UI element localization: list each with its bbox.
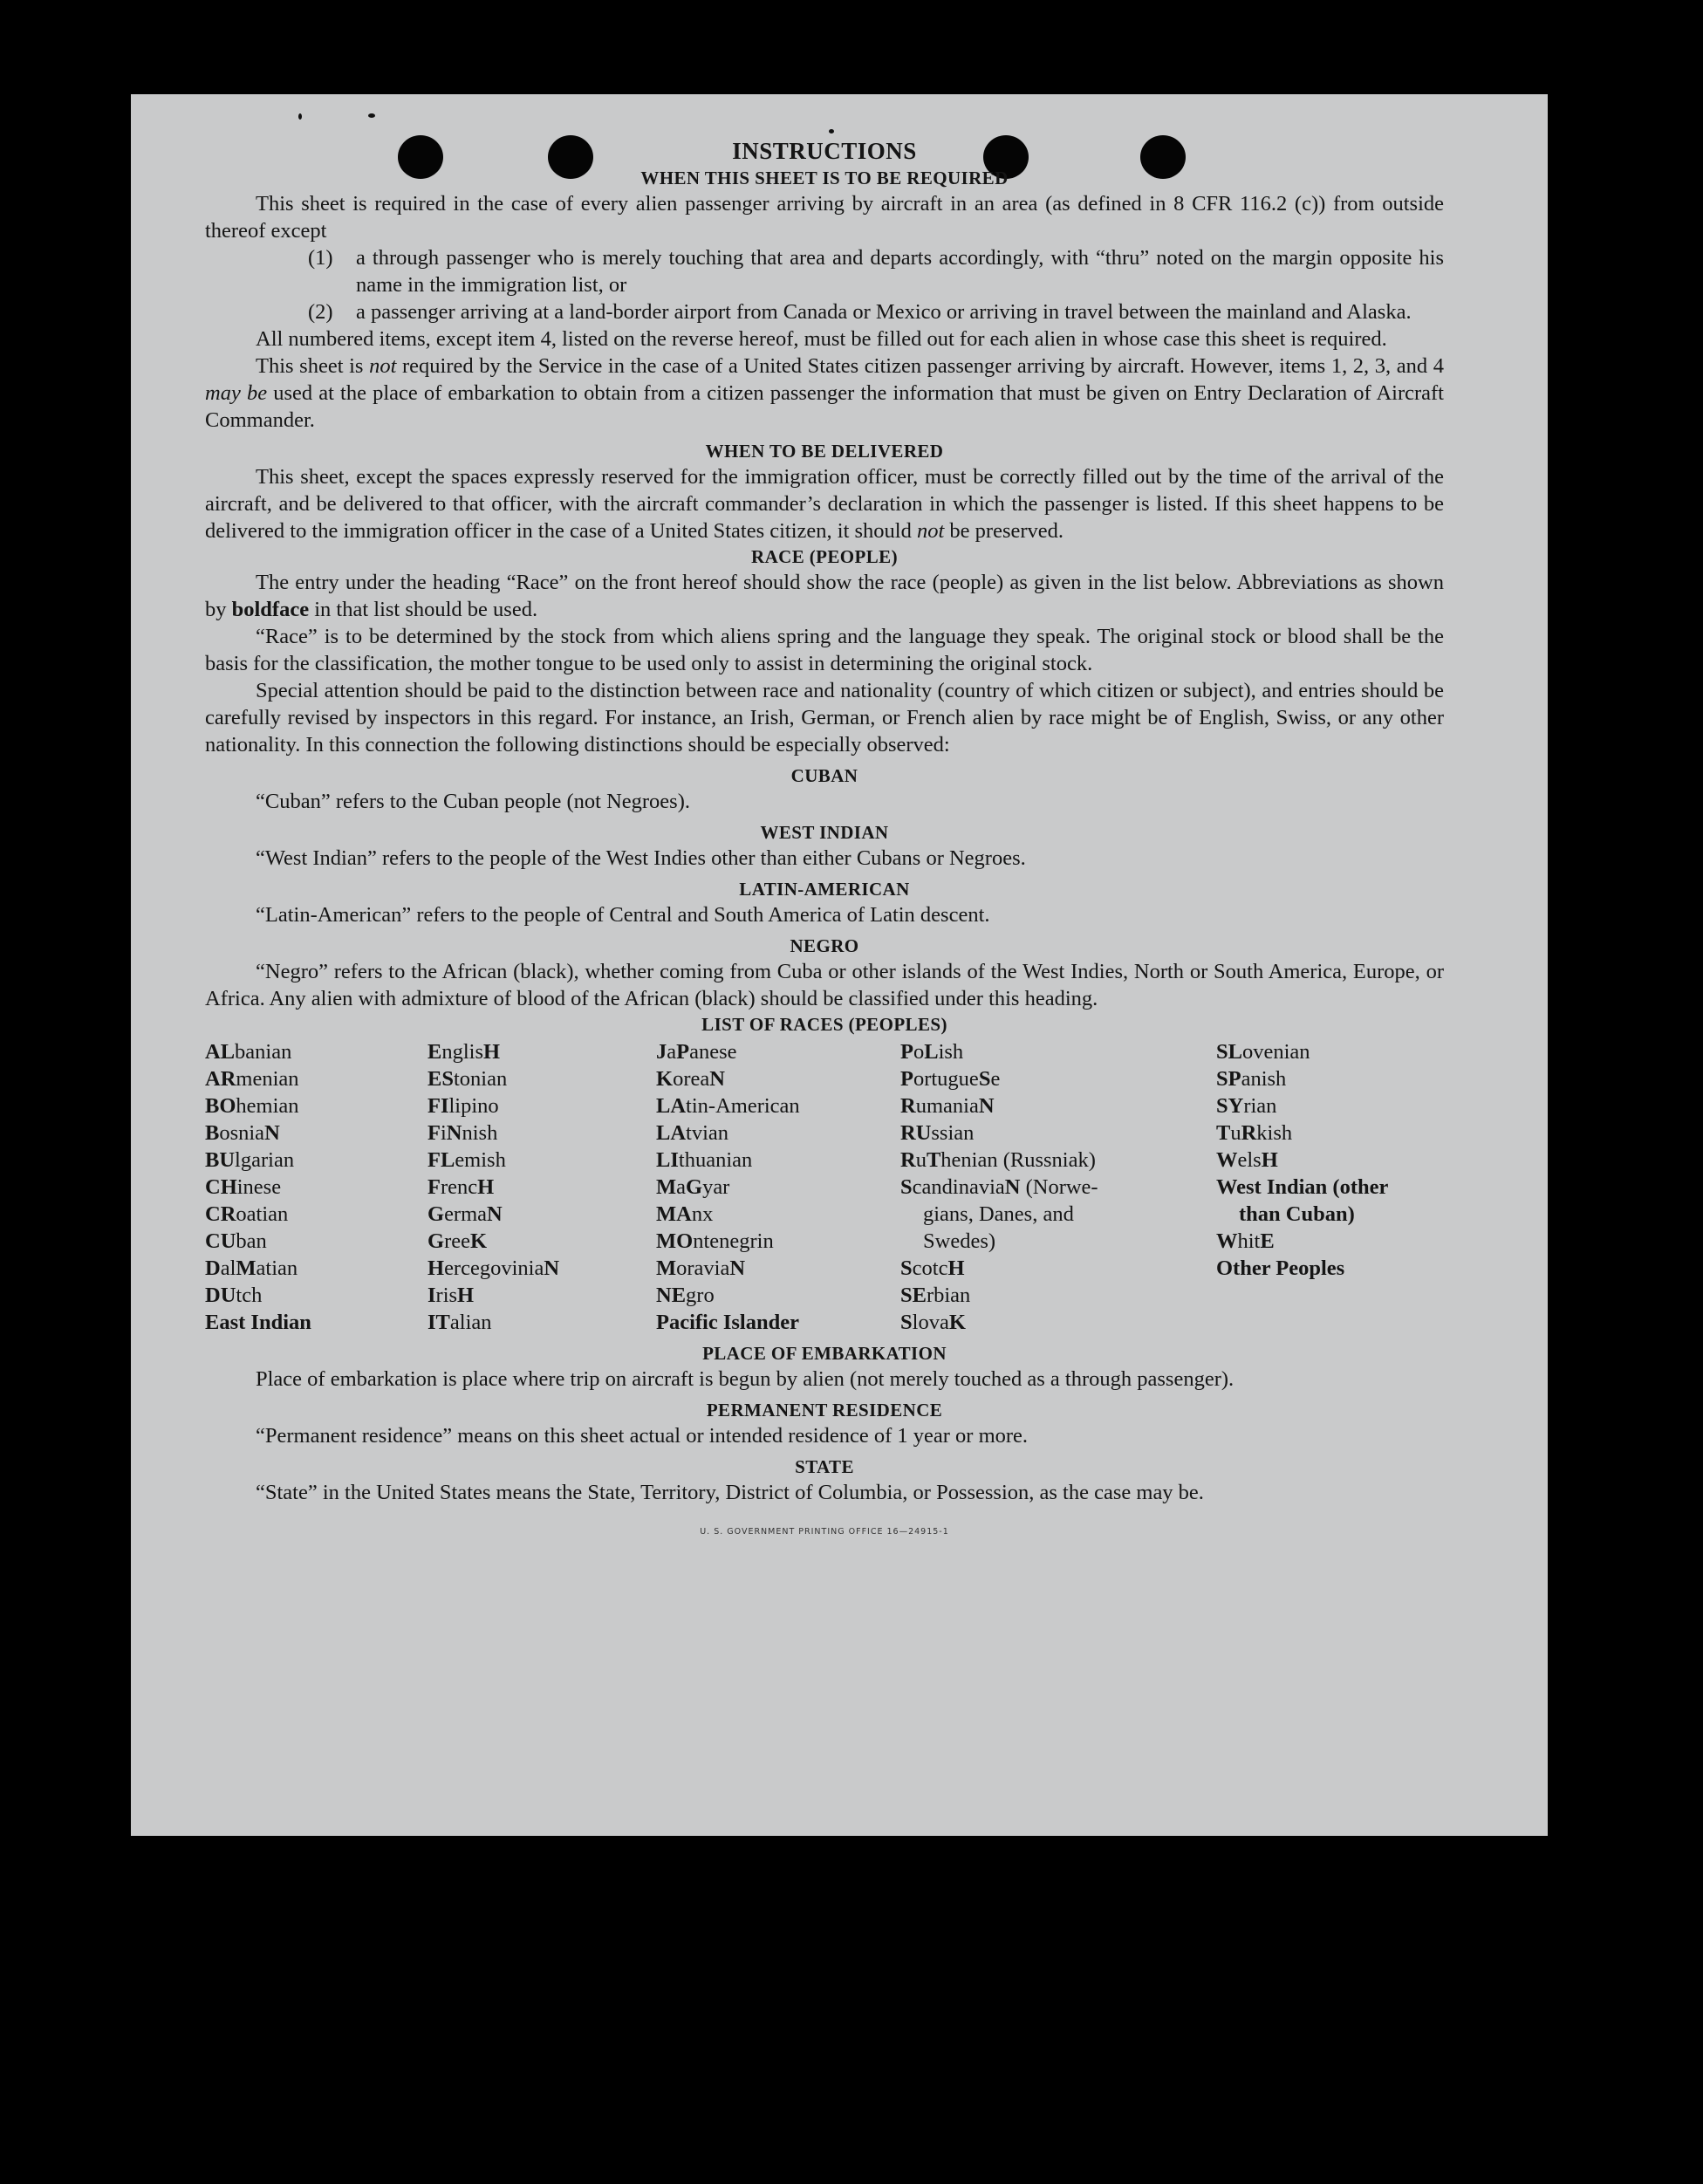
printing-office-footer: U. S. GOVERNMENT PRINTING OFFICE 16—24915-1 — [700, 1527, 949, 1537]
race-entry: NEgro — [656, 1284, 715, 1307]
race-column — [900, 1038, 1216, 1336]
paragraph: This sheet, except the spaces expressly reserved for the immigration officer, must be correctly filled out by the time of the arrival of the aircraft, and be delivered to that officer, with the aircraft commander’s declaration in which the passenger is listed. If this sheet happens to be delivered to the immigration officer in the case of a United States citizen, it should not be preserved. — [205, 465, 1444, 543]
item-text: a passenger arriving at a land-border airport from Canada or Mexico or arriving in travel between the mainland and Alaska. — [356, 300, 1412, 324]
race-entry: FrencH — [427, 1175, 495, 1199]
race-entry: BosniaN — [205, 1121, 280, 1145]
race-entry: RumaniaN — [900, 1094, 995, 1118]
section-heading: CUBAN — [790, 765, 858, 786]
race-entry: LAtin-American — [656, 1094, 800, 1118]
race-entry: TuRkish — [1216, 1121, 1293, 1145]
race-entry: MoraviaN — [656, 1256, 746, 1280]
race-entry: DUtch — [205, 1284, 263, 1307]
race-entry: Pacific Islander — [656, 1311, 799, 1334]
race-entry: ITalian — [427, 1311, 492, 1334]
race-entry: SYrian — [1216, 1094, 1277, 1118]
paragraph: Special attention should be paid to the distinction between race and nationality (country of which citizen or subject), and entries should be carefully revised by inspectors in this regard. For instance, an Irish, German, or French alien by race might be of English, Swiss, or any other nationality. In this connection the following distinctions should be especially observed: — [205, 679, 1444, 757]
race-entry: than Cuban) — [1239, 1202, 1355, 1226]
race-entry: RuThenian (Russniak) — [900, 1148, 1096, 1172]
race-entry: GermaN — [427, 1202, 503, 1226]
race-entry: EnglisH — [427, 1040, 501, 1064]
paragraph: “Negro” refers to the African (black), whether coming from Cuba or other islands of the West Indies, North or South America, Europe, or Africa. Any alien with admixture of blood of the African (black) should be classified under this heading. — [205, 960, 1444, 1010]
race-column — [656, 1038, 900, 1336]
page-title: INSTRUCTIONS — [732, 138, 917, 164]
race-column — [427, 1038, 656, 1336]
race-entry: SlovaK — [900, 1311, 966, 1334]
race-entry: CUban — [205, 1229, 267, 1253]
paragraph: “Permanent residence” means on this sheet actual or intended residence of 1 year or more. — [256, 1424, 1029, 1448]
paragraph: The entry under the heading “Race” on the front hereof should show the race (people) as given in the list below. Abbreviations as shown by boldface in that list should be used. — [205, 571, 1444, 621]
race-entry: ScotcH — [900, 1256, 965, 1280]
paragraph: “State” in the United States means the State, Territory, District of Columbia, or Possession, as the case may be. — [256, 1481, 1204, 1504]
section-heading: LATIN-AMERICAN — [739, 879, 910, 900]
race-entry: KoreaN — [656, 1067, 725, 1091]
section-heading: WHEN TO BE DELIVERED — [705, 441, 944, 462]
race-entry: ALbanian — [205, 1040, 292, 1064]
race-entry: LIthuanian — [656, 1148, 753, 1172]
section-heading: RACE (PEOPLE) — [751, 546, 898, 567]
speck — [368, 113, 375, 118]
race-entry: CHinese — [205, 1175, 282, 1199]
paragraph: “Cuban” refers to the Cuban people (not Negroes). — [256, 790, 690, 813]
paragraph: “Race” is to be determined by the stock from which aliens spring and the language they speak. The original stock or blood shall be the basis for the classification, the mother tongue to be used only to assist in determining the original stock. — [205, 625, 1444, 675]
document-sheet — [131, 94, 1548, 1836]
item-text: a through passenger who is merely touching that area and departs accordingly, with “thru” noted on the margin opposite his name in the immigration list, or — [356, 246, 1444, 297]
race-entry: BOhemian — [205, 1094, 299, 1118]
paragraph: Place of embarkation is place where trip on aircraft is begun by alien (not merely touched as a through passenger). — [256, 1367, 1235, 1391]
race-entry: SLovenian — [1216, 1040, 1310, 1064]
section-heading: PLACE OF EMBARKATION — [702, 1343, 947, 1364]
instructions-content — [205, 136, 1444, 1545]
item-number: (1) — [308, 246, 333, 270]
section-heading: WHEN THIS SHEET IS TO BE REQUIRED — [640, 168, 1009, 188]
race-entry: WelsH — [1216, 1148, 1278, 1172]
race-entry: LAtvian — [656, 1121, 729, 1145]
section-heading: NEGRO — [790, 935, 859, 956]
race-entry: Swedes) — [923, 1229, 996, 1253]
race-entry: PortugueSe — [900, 1067, 1001, 1091]
race-entry: MaGyar — [656, 1175, 730, 1199]
race-entry: ARmenian — [205, 1067, 299, 1091]
exception-item — [205, 298, 1444, 325]
paragraph: This sheet is not required by the Service in the case of a United States citizen passenger arriving by aircraft. However, items 1, 2, 3, and 4 may be used at the place of embarkation to obtain from a citizen passenger the information that must be given on Entry Declaration of Aircraft Commander. — [205, 354, 1444, 432]
race-entry: SPanish — [1216, 1067, 1287, 1091]
race-column — [1216, 1038, 1444, 1336]
race-column — [205, 1038, 427, 1336]
paragraph: “West Indian” refers to the people of the West Indies other than either Cubans or Negroes. — [256, 846, 1026, 870]
race-entry: SErbian — [900, 1284, 971, 1307]
speck — [829, 129, 834, 134]
race-entry: IrisH — [427, 1284, 475, 1307]
race-entry: Other Peoples — [1216, 1256, 1345, 1280]
race-entry: West Indian (other — [1216, 1175, 1389, 1199]
race-list — [205, 1038, 1444, 1336]
race-entry: JaPanese — [656, 1040, 737, 1064]
paragraph: This sheet is required in the case of every alien passenger arriving by aircraft in an area (as defined in 8 CFR 116.2 (c)) from outside thereof except — [205, 192, 1444, 243]
race-entry: DalMatian — [205, 1256, 298, 1280]
race-entry: EStonian — [427, 1067, 508, 1091]
section-heading: LIST OF RACES (PEOPLES) — [701, 1014, 947, 1035]
race-entry: PoLish — [900, 1040, 964, 1064]
paragraph: “Latin-American” refers to the people of Central and South America of Latin descent. — [256, 903, 990, 927]
race-entry: BUlgarian — [205, 1148, 295, 1172]
race-entry: WhitE — [1216, 1229, 1275, 1253]
race-entry: HercegoviniaN — [427, 1256, 560, 1280]
race-entry: GreeK — [427, 1229, 488, 1253]
section-heading: STATE — [795, 1456, 854, 1477]
item-number: (2) — [308, 300, 333, 324]
paragraph: All numbered items, except item 4, listed on the reverse hereof, must be filled out for each alien in whose case this sheet is required. — [256, 327, 1387, 351]
section-heading: PERMANENT RESIDENCE — [706, 1400, 943, 1421]
race-entry: East Indian — [205, 1311, 311, 1334]
race-entry: ScandinaviaN (Norwe- — [900, 1175, 1098, 1199]
section-heading: WEST INDIAN — [760, 822, 889, 843]
race-entry: MAnx — [656, 1202, 714, 1226]
exception-item — [205, 244, 1444, 298]
race-entry: CRoatian — [205, 1202, 289, 1226]
race-entry: FiNnish — [427, 1121, 498, 1145]
race-entry: FIlipino — [427, 1094, 499, 1118]
speck — [298, 113, 302, 120]
race-entry: RUssian — [900, 1121, 975, 1145]
race-entry: MOntenegrin — [656, 1229, 774, 1253]
race-entry: gians, Danes, and — [923, 1202, 1074, 1226]
race-entry: FLemish — [427, 1148, 506, 1172]
